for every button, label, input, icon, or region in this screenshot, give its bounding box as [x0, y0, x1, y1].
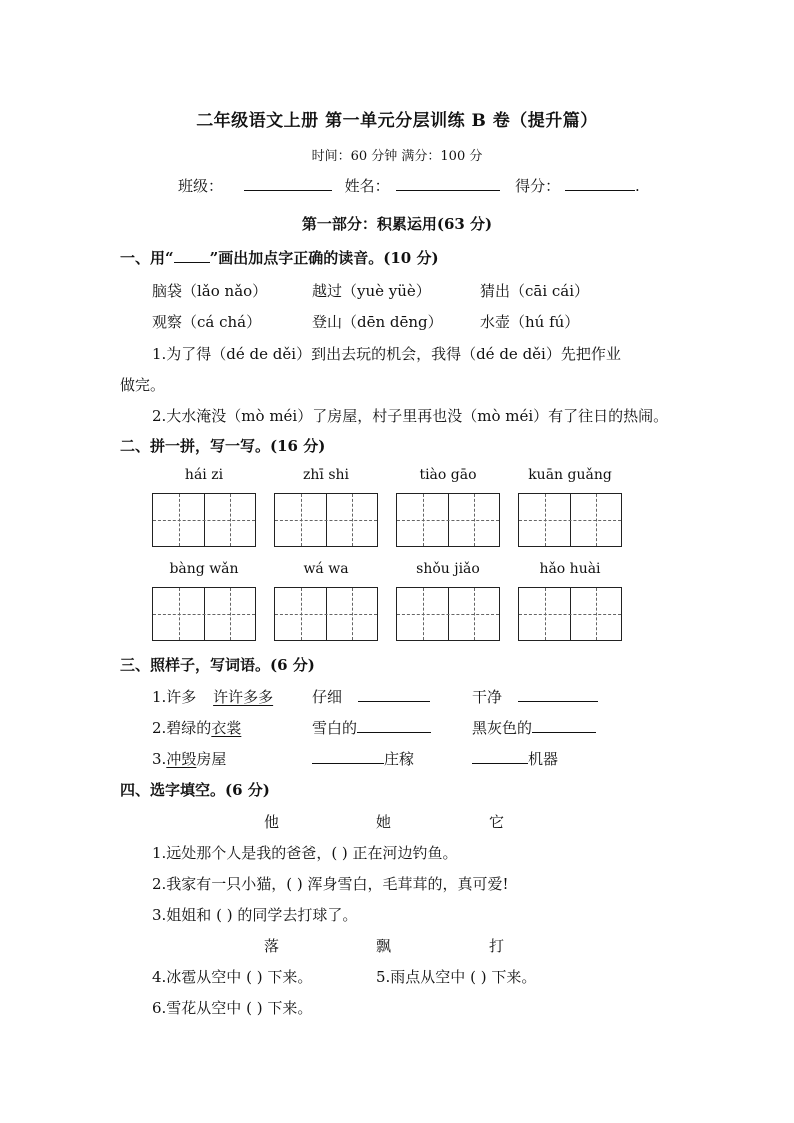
student-info-row	[178, 175, 640, 196]
q1-title: 一、用“ ”画出加点字正确的读音。(10 分)	[120, 249, 439, 267]
q3-line-1-label: 1.许多 许许多多	[152, 688, 274, 706]
pinyin-label: bàng wǎn	[169, 561, 239, 577]
answer-blank[interactable]	[312, 749, 384, 764]
choice-character: 飘	[376, 937, 392, 955]
q4-sentence-4: 4.冰雹从空中 ( ) 下来。	[152, 968, 313, 986]
trailing-dot: .	[634, 177, 640, 195]
q3-line-2-word3: 黑灰色的	[472, 717, 596, 738]
q1-word: 猜出（cāi cái）	[480, 282, 590, 300]
score-field[interactable]	[565, 176, 635, 191]
score-label: 得分：	[515, 177, 561, 195]
pinyin-label: zhī shi	[303, 467, 349, 483]
q4-sentence-3: 3.姐姐和 ( ) 的同学去打球了。	[152, 906, 358, 924]
q3-line-2-word2: 雪白的	[312, 717, 431, 738]
q4-sentence-6: 6.雪花从空中 ( ) 下来。	[152, 999, 313, 1017]
answer-blank[interactable]	[518, 687, 598, 702]
choice-character: 落	[264, 937, 280, 955]
pinyin-label: kuān guǎng	[528, 467, 612, 483]
pinyin-label: tiào gāo	[419, 467, 477, 483]
pinyin-label: hái zi	[184, 467, 224, 483]
answer-blank[interactable]	[472, 749, 528, 764]
q1-word: 登山（dēn dēng）	[312, 313, 443, 331]
choice-character: 它	[489, 813, 505, 831]
time-info: 时间：60 分钟 满分：100 分	[311, 149, 483, 164]
part1-title: 第一部分：积累运用(63 分)	[301, 215, 493, 233]
q4-title: 四、选字填空。(6 分)	[120, 781, 270, 799]
q3-title: 三、照样子，写词语。(6 分)	[120, 656, 315, 674]
tianzige-box[interactable]	[396, 587, 500, 641]
example-answer: 衣裳	[211, 719, 242, 737]
tianzige-box[interactable]	[152, 587, 256, 641]
pinyin-label: hǎo huài	[539, 561, 601, 577]
page-title: 二年级语文上册 第一单元分层训练 B 卷（提升篇）	[196, 111, 598, 131]
q1-sentence-2: 2.大水淹没（mò méi）了房屋，村子里再也没（mò méi）有了往日的热闹。	[152, 407, 669, 425]
q3-line-2-label: 2.碧绿的衣裳	[152, 719, 242, 737]
q3-line-1-word3: 干净	[472, 686, 598, 707]
q3-line-3-word2: 庄稼	[312, 748, 414, 769]
answer-blank[interactable]	[357, 718, 431, 733]
q4-sentence-5: 5.雨点从空中 ( ) 下来。	[376, 968, 537, 986]
tianzige-box[interactable]	[518, 493, 622, 547]
tianzige-box[interactable]	[518, 587, 622, 641]
tianzige-box[interactable]	[152, 493, 256, 547]
choice-character: 他	[264, 813, 280, 831]
answer-blank[interactable]	[532, 718, 596, 733]
pinyin-label: wá wa	[303, 561, 349, 577]
class-field[interactable]	[244, 176, 332, 191]
pinyin-label: shǒu jiǎo	[416, 561, 480, 577]
q2-title: 二、拼一拼，写一写。(16 分)	[120, 437, 326, 455]
q4-sentence-1: 1.远处那个人是我的爸爸，( ) 正在河边钓鱼。	[152, 844, 458, 862]
q1-word: 越过（yuè yüè）	[312, 282, 431, 300]
q1-word: 水壶（hú fú）	[480, 313, 580, 331]
q1-word: 观察（cá chá）	[152, 313, 262, 331]
tianzige-box[interactable]	[274, 587, 378, 641]
tianzige-box[interactable]	[396, 493, 500, 547]
name-label: 姓名：	[344, 177, 390, 195]
name-field[interactable]	[396, 176, 500, 191]
q1-sentence-1: 1.为了得（dé de děi）到出去玩的机会，我得（dé de děi）先把作业	[152, 345, 621, 363]
choice-character: 她	[376, 813, 392, 831]
class-label: 班级：	[178, 177, 224, 195]
example-answer: 许许多多	[213, 688, 274, 706]
answer-underline-sample	[174, 250, 210, 263]
answer-blank[interactable]	[358, 687, 430, 702]
q3-line-3-word3: 机器	[472, 748, 558, 769]
q3-line-1-word2: 仔细	[312, 686, 430, 707]
tianzige-box[interactable]	[274, 493, 378, 547]
example-answer: 冲毁	[166, 750, 197, 768]
q1-sentence-1-cont: 做完。	[120, 376, 166, 394]
q3-line-3-label: 3.冲毁房屋	[152, 750, 227, 768]
q4-sentence-2: 2.我家有一只小猫，( ) 浑身雪白，毛茸茸的，真可爱!	[152, 875, 509, 893]
choice-character: 打	[489, 937, 505, 955]
q1-word: 脑袋（lǎo nǎo）	[152, 282, 268, 300]
